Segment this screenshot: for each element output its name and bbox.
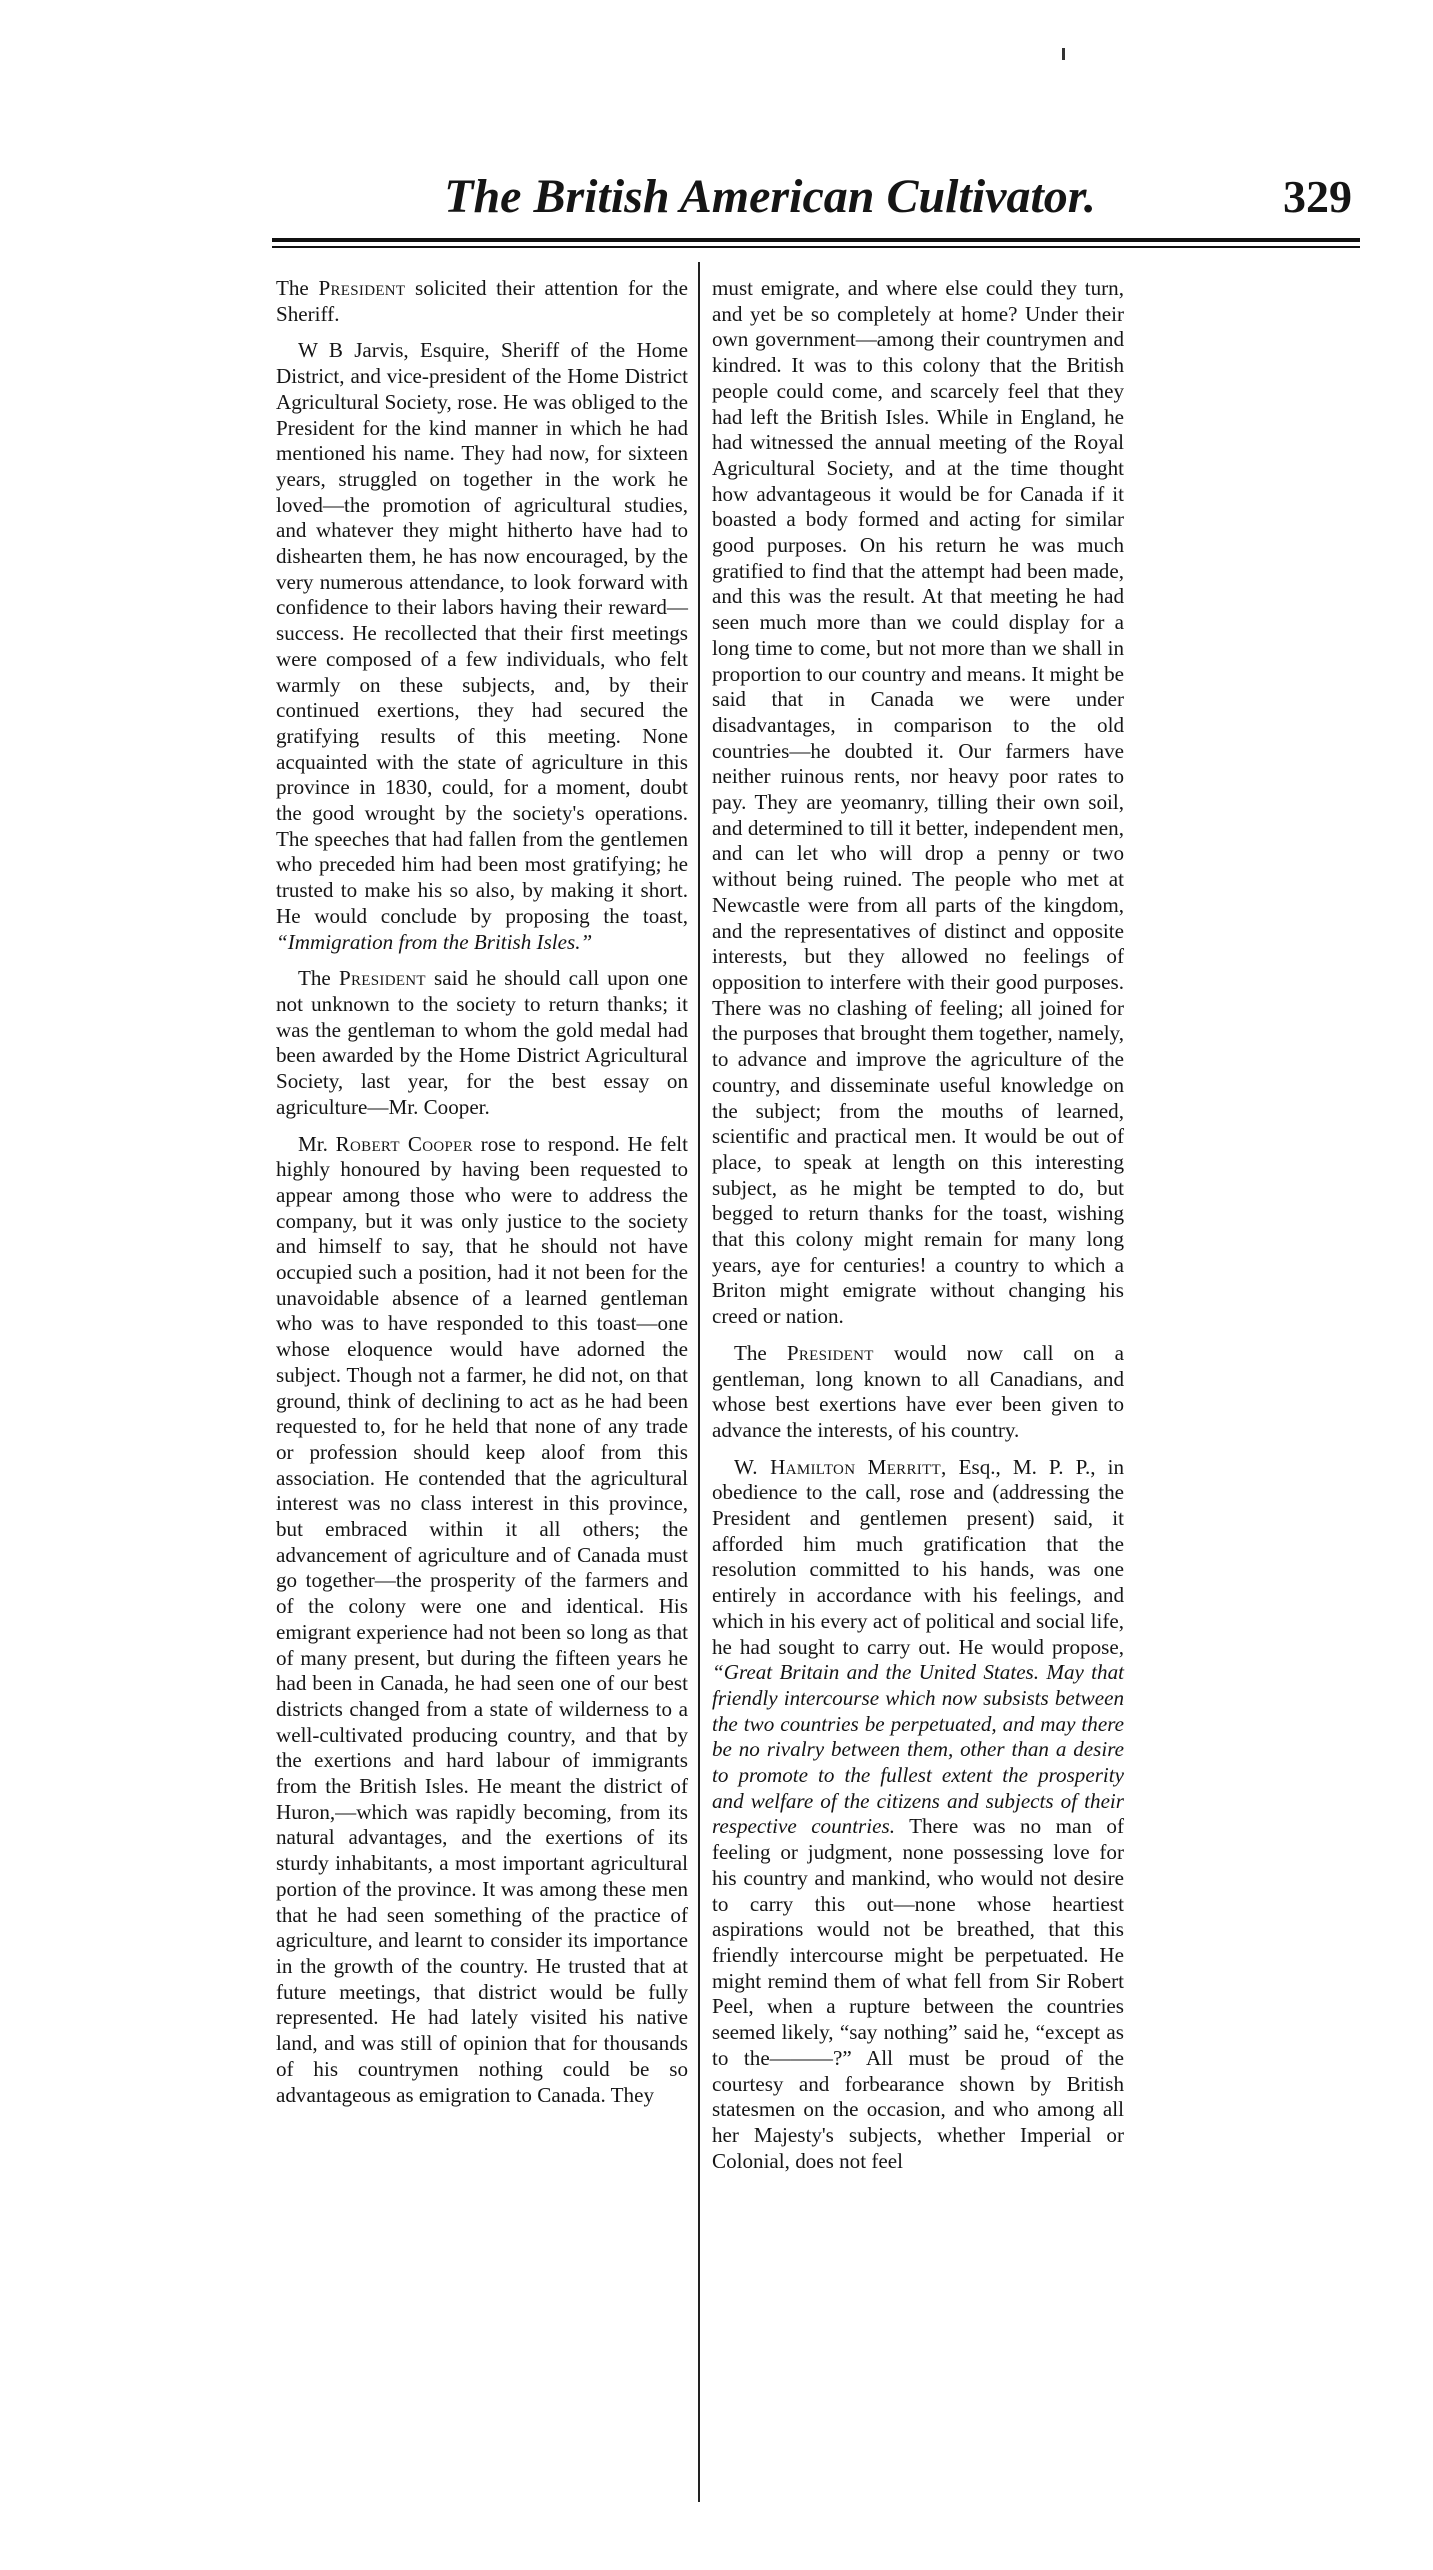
paragraph xyxy=(712,1455,1124,2175)
right-column xyxy=(712,276,1124,2185)
paragraph-text: rose to respond. He felt highly honoured by having been requested to appear among those who were to address the company, but it was only justice to the society and himself to say, that he should not have occupied such a position, had it not been for the unavoidable absence of a learned gentleman who was to have responded to this toast—one whose eloquence would have adorned the subject. Though not a farmer, he did not, on that ground, think of declining to act as he had been requested to, for he held that none of any trade or profession should keep aloof from this association. He contended that the agricultural interest was no class interest in this province, but embraced within it all others; the advancement of agriculture and of Canada must go together—the prosperity of the farmers and of the colony were one and identical. His emigrant experience had not been so long as that of many present, but during the fifteen years he had been in Canada, he had seen one of our best districts changed from a state of wilderness to a well-cultivated producing country, and that by the exertions and hard labour of immigrants from the British Isles. He meant the district of Huron,—which was rapidly becoming, from its natural advantages, and the exertions of its sturdy inhabitants, a most important agricultural portion of the province. It was among these men that he had seen something of the practice of agriculture, and learnt to consider its importance in the growth of the country. He trusted that at future meetings, that district would be fully represented. He had lately visited his native land, and was still of opinion that for thousands of his countrymen nothing could be so advantageous as emigration to Canada. They xyxy=(276,1131,689,2107)
paragraph-text: Esq., M. P. P., in obedience to the call, rose and (addressing the President and gentlemen present) said, it afforded him much gratification that the resolution committed to his hands, was one entirely in accordance with his feelings, and which in his every act of political and social life, he had sought to carry out. He would propose, xyxy=(712,1454,1124,1659)
toast-text: “Great Britain and the United States. May that friendly intercourse which now subsists between the two countries be perpetuated, and may there be no rivalry between them, other than a desire to promote to the fullest extent the prosperity and welfare of the citizens and subjects of their respective countries. xyxy=(712,1660,1124,1839)
paragraph xyxy=(712,1341,1124,1444)
paragraph-text: solicited their attention for the Sheriff. xyxy=(276,276,688,326)
left-column xyxy=(276,276,688,2119)
header-rule-thin xyxy=(272,246,1360,248)
speaker-name: President xyxy=(786,1340,874,1365)
speaker-name: President xyxy=(338,966,426,991)
paragraph-lead: The xyxy=(298,966,331,991)
paragraph-text: There was no man of feeling or judgment, none possessing love for his country and mankind, who would not desire to carry this out—none whose heartiest aspirations would not be breathed, that this friendly intercourse might be perpetuated. He might remind them of what fell from Sir Robert Peel, when a rupture between the countries seemed likely, “say nothing” said he, “except as to the———?” All must be proud of the courtesy and forbearance shown by British statesmen on the occasion, and who among all her Majesty's subjects, whether Imperial or Colonial, does not feel xyxy=(712,1814,1124,2173)
paragraph-lead: The xyxy=(734,1340,767,1365)
paragraph xyxy=(276,276,688,327)
paragraph-lead: The xyxy=(276,276,309,300)
stray-mark xyxy=(1062,48,1065,60)
column-divider xyxy=(698,262,700,2502)
paragraph xyxy=(712,276,1124,1330)
paragraph-text: W B Jarvis, Esquire, Sheriff of the Home District, and vice-president of the Home District Agricultural Society, rose. He was obliged to the President for the kind manner in which he had mentioned his name. They had now, for sixteen years, struggled on together in the work he loved—the promotion of agricultural studies, and whatever they might hitherto have had to dishearten them, he has now encouraged, by the very numerous attendance, to look forward with confidence to their labors having their reward—success. He recollected that their first meetings were composed of a few individuals, who felt warmly on these subjects, and, by their continued exertions, they had secured the gratifying results of this meeting. None acquainted with the state of agriculture in this province in 1830, could, for a moment, doubt the good wrought by the society's operations. The speeches that had fallen from the gentlemen who preceded him had been most gratifying; he trusted to make his so also, by making it short. He would conclude by proposing the toast, xyxy=(276,338,688,928)
speaker-name: President xyxy=(318,276,406,300)
publication-title: The British American Cultivator. xyxy=(444,170,1096,223)
paragraph xyxy=(276,1132,688,2109)
page-number: 329 xyxy=(1283,171,1352,222)
paragraph-lead: Mr. xyxy=(298,1131,328,1156)
toast-text: “Immigration from the British Isles.” xyxy=(276,929,593,954)
header-rule-thick xyxy=(272,238,1360,242)
paragraph-text: must emigrate, and where else could they turn, and yet be so completely at home? Under their own government—among their countrymen and kindred. It was to this colony that the British people could come, and scarcely feel that they had left the British Isles. While in England, he had witnessed the annual meeting of the Royal Agricultural Society, and at the time thought how advantageous it would be for Canada if it boasted a body formed and acting for similar good purposes. On his return he was much gratified to find that the attempt had been made, and this was the result. At that meeting he had seen much more than we could display for a long time to come, but not more than we shall in proportion to our country and means. It might be said that in Canada we were under disadvantages, in comparison to the old countries—he doubted it. Our farmers have neither ruinous rents, nor heavy poor rates to pay. They are yeomanry, tilling their own soil, and determined to till it better, independent men, and can let who will drop a penny or two without being ruined. The people who met at Newcastle were from all parts of the kingdom, and the representatives of distinct and opposite interests, but they allowed no feelings of opposition to interfere with their good purposes. There was no clashing of feeling; all joined for the purposes that brought them together, namely, to advance and improve the agriculture of the country, and disseminate useful knowledge on the subject; from the mouths of learned, scientific and practical men. It would be out of place, to speak at length on this interesting subject, as he might be tempted to do, but begged to return thanks for the toast, wishing that this colony might remain for many long years, aye for centuries! a country to which a Briton might emigrate without changing his creed or nation. xyxy=(712,276,1124,1329)
paragraph-text: said he should call upon one not unknown to the society to return thanks; it was the gentleman to whom the gold medal had been awarded by the Home District Agricultural Society, last year, for the best essay on agriculture—Mr. Cooper. xyxy=(276,966,689,1119)
speaker-name: Robert Cooper xyxy=(335,1131,473,1156)
running-header xyxy=(272,168,1360,226)
paragraph xyxy=(276,966,688,1120)
speaker-name: W. Hamilton Merritt, xyxy=(734,1454,947,1479)
paragraph xyxy=(276,338,688,955)
paragraph-text: would now call on a gentleman, long known to all Canadians, and whose best exertions have ever been given to advance the interests, of his country. xyxy=(712,1340,1124,1442)
